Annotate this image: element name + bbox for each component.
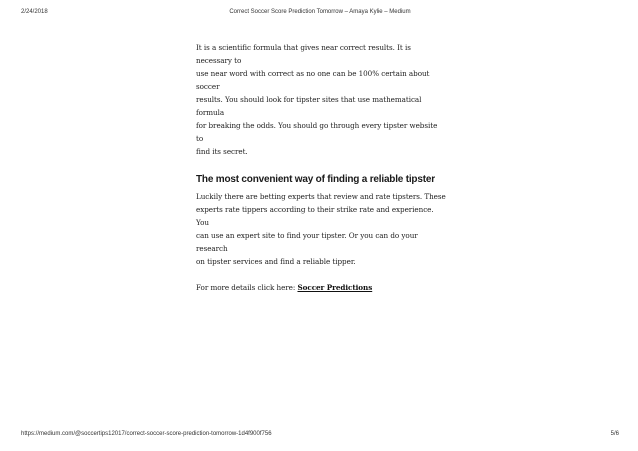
text-line: use near word with correct as no one can be 100% certain about soccer xyxy=(196,69,430,91)
print-header xyxy=(21,9,619,19)
text-line: on tipster services and find a reliable tipper. xyxy=(196,257,356,266)
paragraph-formula xyxy=(196,41,446,158)
paragraph-experts xyxy=(196,190,446,268)
print-title: Correct Soccer Score Prediction Tomorrow – Amaya Kylie – Medium xyxy=(229,9,411,15)
page-number: 5/6 xyxy=(610,431,619,437)
paragraph-details xyxy=(196,281,446,294)
section-heading: The most convenient way of finding a reliable tipster xyxy=(196,174,435,185)
text-line: for breaking the odds. You should go through every tipster website to xyxy=(196,121,438,143)
soccer-predictions-link[interactable]: Soccer Predictions xyxy=(297,283,373,292)
text-line: can use an expert site to find your tipster. Or you can do your research xyxy=(196,231,418,253)
print-footer xyxy=(21,431,619,441)
print-date: 2/24/2018 xyxy=(21,9,48,15)
text-line: find its secret. xyxy=(196,147,248,156)
text-line: It is a scientific formula that gives near correct results. It is necessary to xyxy=(196,43,411,65)
page-url: https://medium.com/@soccertips12017/correct-soccer-score-prediction-tomorrow-1d4f900f756 xyxy=(21,431,272,437)
article-body xyxy=(196,41,446,294)
text-line: Luckily there are betting experts that review and rate tipsters. These xyxy=(196,192,446,201)
details-prefix: For more details click here: xyxy=(196,283,298,292)
text-line: experts rate tippers according to their strike rate and experience. You xyxy=(196,205,434,227)
text-line: results. You should look for tipster sites that use mathematical formula xyxy=(196,95,422,117)
